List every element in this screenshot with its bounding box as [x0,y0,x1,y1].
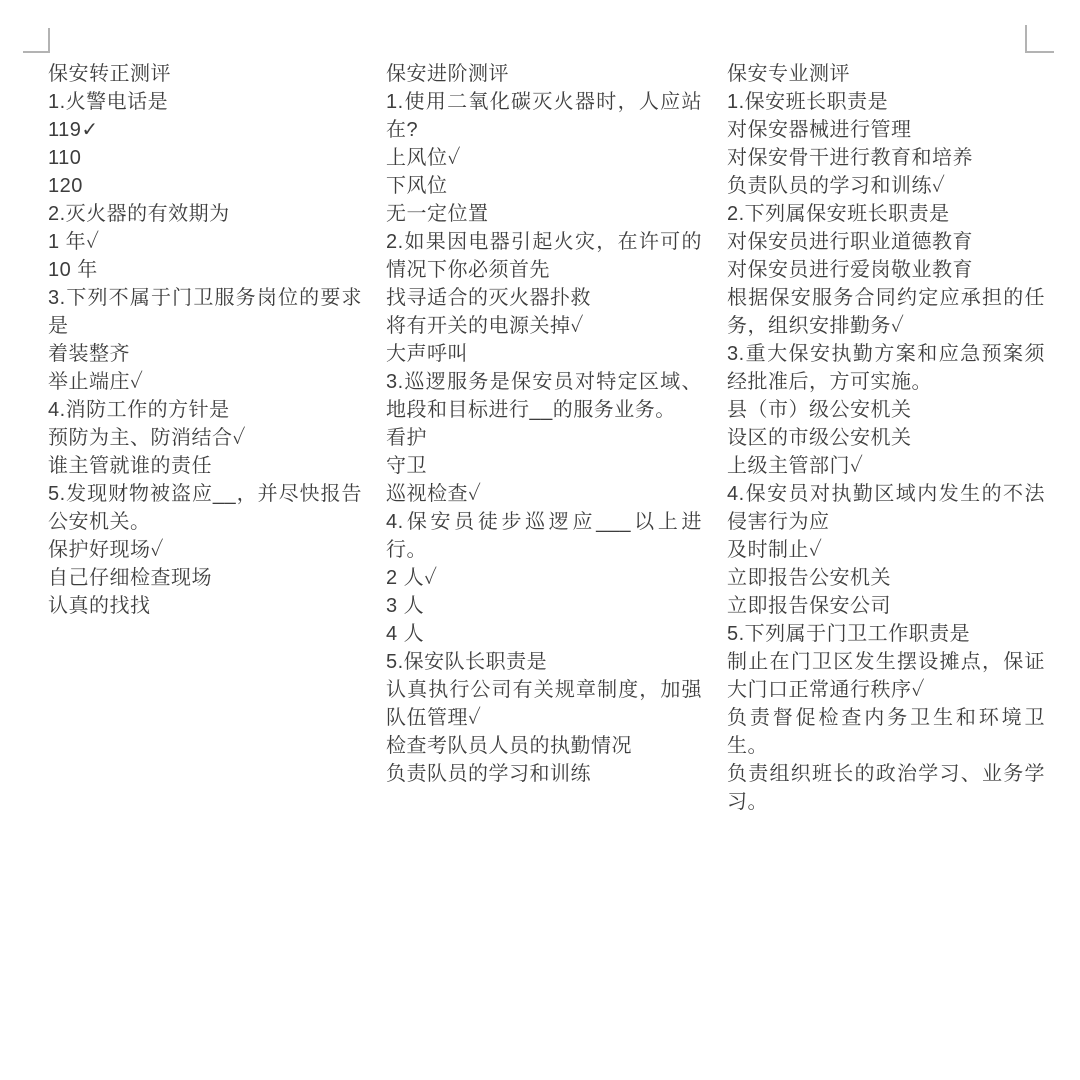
answer-option: 巡视检查✓ [386,483,482,505]
page-corner-mark-top-right-icon [1025,25,1054,53]
answer-option: 检查考队员人员的执勤情况 [386,735,632,757]
column-title: 保安专业测评 [727,63,850,85]
answer-option: 10 年 [48,259,98,281]
answer-option: 看护 [386,427,427,449]
answer-option: 预防为主、防消结合✓ [48,427,246,449]
answer-option: 2 人✓ [386,567,438,589]
answer-option: 举止端庄✓ [48,371,144,393]
answer-option: 负责队员的学习和训练✓ [727,175,946,197]
answer-option: 及时制止✓ [727,539,823,561]
question-text: 1.火警电话是 [48,91,169,113]
answer-option: 上级主管部门✓ [727,455,864,477]
question-text: 2.下列属保安班长职责是 [727,203,950,225]
answer-option: 着装整齐 [48,343,130,365]
question-text: 4.保安员对执勤区域内发生的不法侵害行为应 [727,483,1045,533]
answer-option: 119✓ [48,119,99,141]
question-text: 1.保安班长职责是 [727,91,889,113]
answer-option: 4 人 [386,623,425,645]
answer-option: 守卫 [386,455,427,477]
answer-option: 认真的找找 [48,595,151,617]
answer-option: 负责督促检查内务卫生和环境卫生。 [727,707,1045,757]
answer-option: 对保安员进行职业道德教育 [727,231,973,253]
page-corner-mark-top-left-icon [23,28,50,53]
answer-option: 自己仔细检查现场 [48,567,212,589]
answer-option: 大声呼叫 [386,343,468,365]
answer-option: 根据保安服务合同约定应承担的任务，组织安排勤务✓ [727,287,1045,337]
answer-option: 将有开关的电源关掉✓ [386,315,584,337]
question-text: 2.如果因电器引起火灾，在许可的情况下你必须首先 [386,231,702,281]
answer-option: 下风位 [386,175,448,197]
answer-option: 负责组织班长的政治学习、业务学习。 [727,763,1045,813]
answer-option: 无一定位置 [386,203,489,225]
answer-option: 认真执行公司有关规章制度，加强队伍管理✓ [386,679,702,729]
answer-option: 负责队员的学习和训练 [386,763,591,785]
quiz-column-zhuanye [727,60,1045,816]
question-text: 3.巡逻服务是保安员对特定区域、地段和目标进行__的服务业务。 [386,371,702,421]
answer-option: 找寻适合的灭火器扑救 [386,287,591,309]
answer-option: 谁主管就谁的责任 [48,455,212,477]
question-text: 5.发现财物被盗应__，并尽快报告公安机关。 [48,483,362,533]
answer-option: 县（市）级公安机关 [727,399,912,421]
answer-option: 上风位✓ [386,147,461,169]
question-text: 3.重大保安执勤方案和应急预案须经批准后，方可实施。 [727,343,1045,393]
question-text: 5.保安队长职责是 [386,651,548,673]
answer-option: 设区的市级公安机关 [727,427,912,449]
answer-option: 制止在门卫区发生摆设摊点，保证大门口正常通行秩序✓ [727,651,1045,701]
question-text: 1.使用二氧化碳灭火器时，人应站在? [386,91,702,141]
quiz-column-jinjie [386,60,702,788]
column-title: 保安转正测评 [48,63,171,85]
column-title: 保安进阶测评 [386,63,509,85]
answer-option: 120 [48,175,83,197]
answer-option: 对保安器械进行管理 [727,119,912,141]
question-text: 3.下列不属于门卫服务岗位的要求是 [48,287,362,337]
answer-option: 对保安员进行爱岗敬业教育 [727,259,973,281]
answer-option: 对保安骨干进行教育和培养 [727,147,973,169]
answer-option: 3 人 [386,595,425,617]
answer-option: 110 [48,147,82,169]
answer-option: 保护好现场✓ [48,539,164,561]
question-text: 4.保安员徒步巡逻应___以上进行。 [386,511,702,561]
question-text: 2.灭火器的有效期为 [48,203,230,225]
answer-option: 立即报告公安机关 [727,567,891,589]
question-text: 4.消防工作的方针是 [48,399,230,421]
answer-option: 立即报告保安公司 [727,595,891,617]
question-text: 5.下列属于门卫工作职责是 [727,623,971,645]
quiz-column-zhuanzheng [48,60,362,620]
answer-option: 1 年✓ [48,231,100,253]
